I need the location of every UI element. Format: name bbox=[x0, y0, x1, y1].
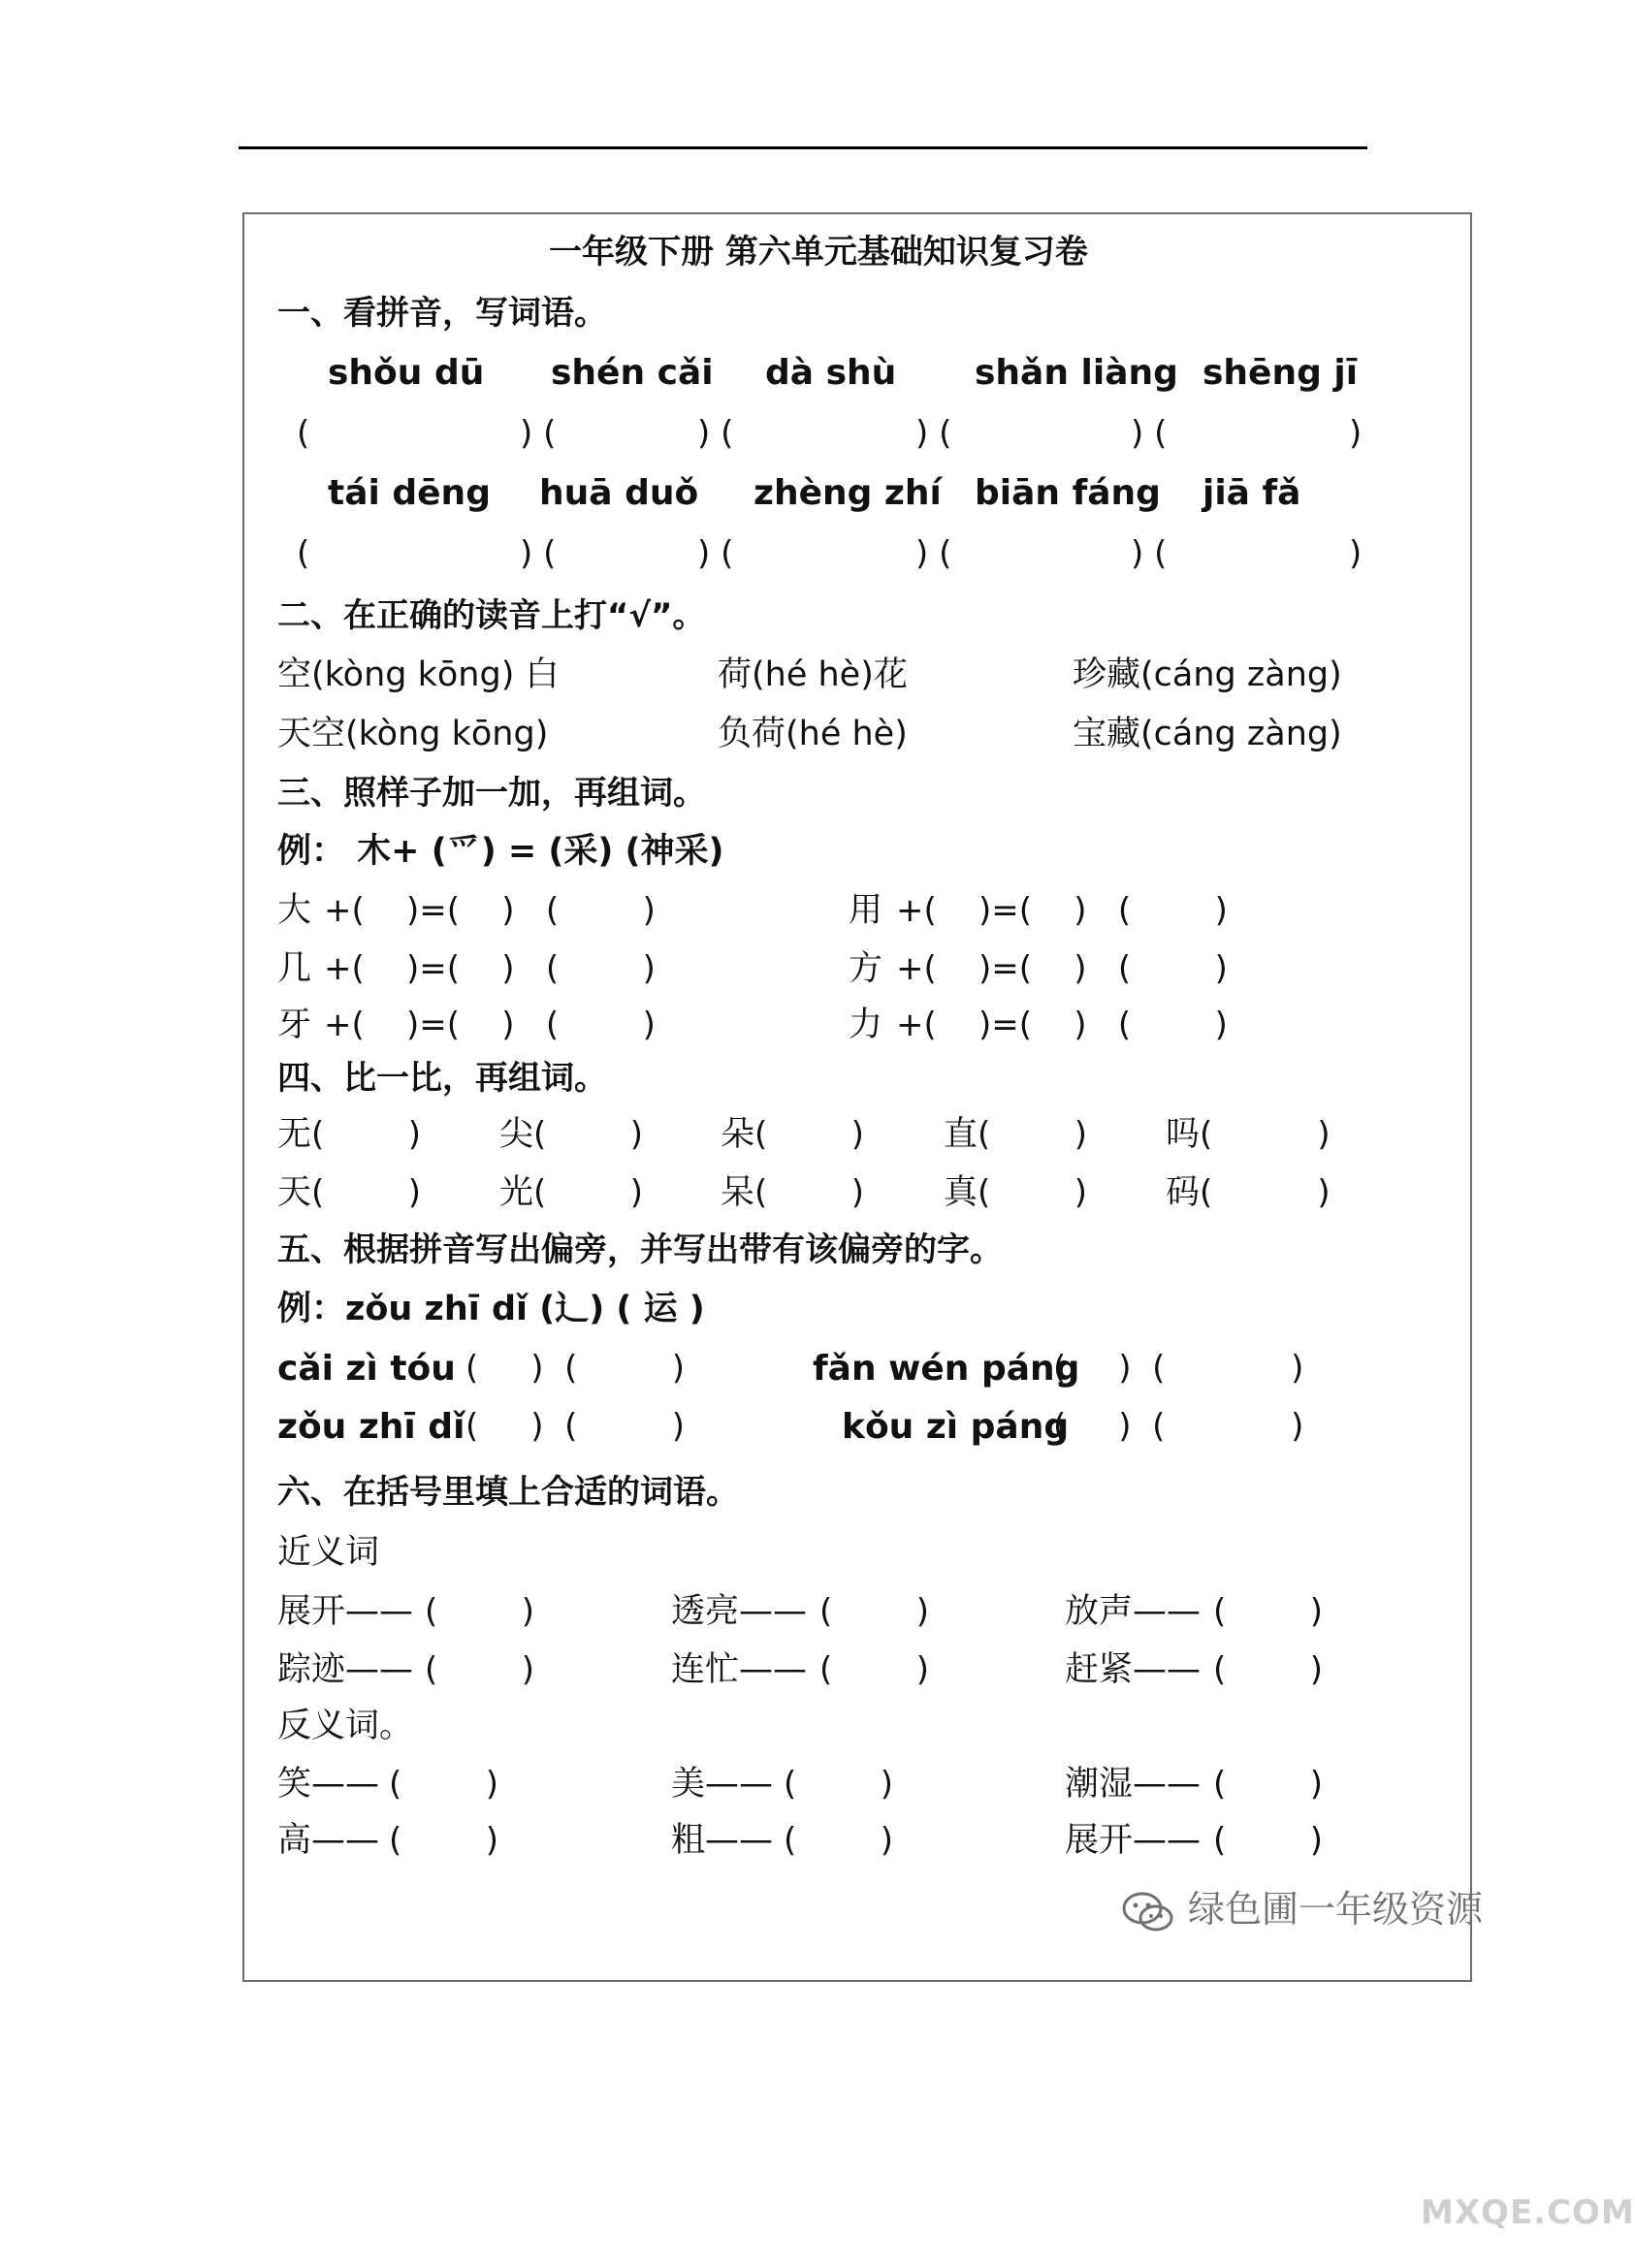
answer-blank[interactable]: ) ( bbox=[520, 414, 557, 453]
antonym-item: 粗—— bbox=[671, 1821, 774, 1860]
word-blank[interactable]: ( ) bbox=[533, 1173, 643, 1212]
antonym-blank[interactable]: ( ) bbox=[784, 1765, 893, 1804]
word-blank[interactable]: ( ) bbox=[311, 1173, 421, 1212]
antonym-item: 笑—— bbox=[277, 1765, 380, 1804]
radical-blanks[interactable]: ( ) ( ) bbox=[465, 1407, 685, 1446]
word-blank[interactable]: ( ) bbox=[533, 1115, 643, 1154]
compare-char: 无 bbox=[277, 1115, 312, 1154]
section-4-heading: 四、比一比，再组词。 bbox=[277, 1059, 607, 1098]
compare-char: 直 bbox=[944, 1115, 978, 1154]
wechat-icon bbox=[1119, 1889, 1177, 1940]
watermark-text: MXQE.COM bbox=[1421, 2193, 1635, 2232]
compare-char: 尖 bbox=[499, 1115, 534, 1154]
word-blank[interactable]: ( ) bbox=[1200, 1173, 1330, 1212]
synonym-blank[interactable]: ( ) bbox=[425, 1650, 534, 1689]
example-line: 例： 木+ (爫) = (采) (神采) bbox=[277, 832, 724, 871]
pinyin-item: huā duǒ bbox=[539, 473, 699, 513]
radical-pinyin: fǎn wén páng bbox=[813, 1349, 1080, 1389]
word-blank[interactable]: ( ) bbox=[311, 1115, 421, 1154]
answer-blank[interactable]: ) ( bbox=[915, 414, 952, 453]
word-blank[interactable]: ( ) bbox=[978, 1173, 1087, 1212]
pinyin-item: biān fáng bbox=[975, 473, 1161, 513]
compare-char: 天 bbox=[277, 1173, 312, 1212]
brand-logo-text: 绿色圃一年级资源 bbox=[1188, 1888, 1484, 1931]
add-blanks[interactable]: +( )=( ) ( ) bbox=[324, 891, 656, 930]
word-blank[interactable]: ( ) bbox=[978, 1115, 1087, 1154]
add-blanks[interactable]: +( )=( ) ( ) bbox=[896, 1006, 1228, 1044]
pinyin-item: shēng jī bbox=[1202, 353, 1359, 393]
synonym-blank[interactable]: ( ) bbox=[1213, 1592, 1323, 1631]
base-char: 几 bbox=[277, 949, 312, 988]
answer-blank[interactable]: ( bbox=[297, 414, 310, 453]
page-title: 一年级下册 第六单元基础知识复习卷 bbox=[549, 233, 1088, 272]
pinyin-item: shǒu dū bbox=[328, 353, 485, 393]
pinyin-item: tái dēng bbox=[328, 473, 491, 513]
pinyin-item: shén cǎi bbox=[551, 353, 714, 393]
antonym-item: 美—— bbox=[671, 1765, 774, 1804]
pinyin-item: shǎn liàng bbox=[975, 353, 1178, 393]
compare-char: 码 bbox=[1166, 1173, 1201, 1212]
base-char: 力 bbox=[849, 1006, 883, 1044]
synonym-item: 踪迹—— bbox=[277, 1650, 414, 1689]
synonym-blank[interactable]: ( ) bbox=[425, 1592, 534, 1631]
radical-pinyin: kǒu zì páng bbox=[842, 1407, 1070, 1447]
antonym-blank[interactable]: ( ) bbox=[1213, 1765, 1323, 1804]
synonym-blank[interactable]: ( ) bbox=[819, 1650, 929, 1689]
word-blank[interactable]: ( ) bbox=[754, 1115, 864, 1154]
radical-blanks[interactable]: ( ) ( ) bbox=[1053, 1349, 1304, 1388]
header-rule bbox=[239, 146, 1367, 149]
word-blank[interactable]: ( ) bbox=[1200, 1115, 1330, 1154]
radical-pinyin: cǎi zì tóu bbox=[277, 1349, 456, 1389]
pinyin-item: jiā fǎ bbox=[1202, 473, 1301, 513]
synonym-item: 赶紧—— bbox=[1065, 1650, 1202, 1689]
reading-choice[interactable]: 宝藏(cáng zàng) bbox=[1073, 715, 1342, 753]
pinyin-item: dà shù bbox=[765, 353, 897, 393]
synonym-item: 连忙—— bbox=[671, 1650, 808, 1689]
section-2-heading: 二、在正确的读音上打“√”。 bbox=[277, 596, 706, 635]
section-6-heading: 六、在括号里填上合适的词语。 bbox=[277, 1473, 739, 1512]
radical-blanks[interactable]: ( ) ( ) bbox=[1053, 1407, 1304, 1446]
compare-char: 光 bbox=[499, 1173, 534, 1212]
antonym-item: 潮湿—— bbox=[1065, 1765, 1202, 1804]
base-char: 牙 bbox=[277, 1006, 312, 1044]
add-blanks[interactable]: +( )=( ) ( ) bbox=[896, 949, 1228, 988]
reading-choice[interactable]: 空(kòng kōng) 白 bbox=[277, 655, 560, 694]
answer-blank[interactable]: ) ( bbox=[697, 534, 734, 573]
pinyin-item: zhèng zhí bbox=[753, 473, 942, 513]
compare-char: 真 bbox=[944, 1173, 978, 1212]
antonym-blank[interactable]: ( ) bbox=[1213, 1821, 1323, 1860]
synonyms-label: 近义词 bbox=[277, 1533, 380, 1572]
base-char: 方 bbox=[849, 949, 883, 988]
section-3-heading: 三、照样子加一加，再组词。 bbox=[277, 774, 706, 813]
synonym-item: 展开—— bbox=[277, 1592, 414, 1631]
reading-choice[interactable]: 负荷(hé hè) bbox=[718, 715, 908, 753]
answer-blank[interactable]: ( bbox=[297, 534, 310, 573]
answer-blank[interactable]: ) ( bbox=[1131, 534, 1168, 573]
answer-blank[interactable]: ) ( bbox=[915, 534, 952, 573]
radical-blanks[interactable]: ( ) ( ) bbox=[465, 1349, 685, 1388]
answer-blank[interactable]: ) ( bbox=[520, 534, 557, 573]
compare-char: 吗 bbox=[1166, 1115, 1201, 1154]
antonym-item: 高—— bbox=[277, 1821, 380, 1860]
antonym-blank[interactable]: ( ) bbox=[784, 1821, 893, 1860]
answer-blank[interactable]: ) bbox=[1349, 534, 1362, 573]
reading-choice[interactable]: 天空(kòng kōng) bbox=[277, 715, 549, 753]
compare-char: 朵 bbox=[721, 1115, 755, 1154]
add-blanks[interactable]: +( )=( ) ( ) bbox=[324, 1006, 656, 1044]
word-blank[interactable]: ( ) bbox=[754, 1173, 864, 1212]
section-5-heading: 五、根据拼音写出偏旁，并写出带有该偏旁的字。 bbox=[277, 1230, 1003, 1269]
base-char: 大 bbox=[277, 891, 312, 930]
example-line: 例：zǒu zhī dǐ (辶) ( 运 ) bbox=[277, 1290, 705, 1328]
antonym-blank[interactable]: ( ) bbox=[389, 1821, 498, 1860]
synonym-item: 透亮—— bbox=[671, 1592, 808, 1631]
section-1-heading: 一、看拼音，写词语。 bbox=[277, 294, 607, 333]
add-blanks[interactable]: +( )=( ) ( ) bbox=[324, 949, 656, 988]
base-char: 用 bbox=[849, 891, 883, 930]
antonyms-label: 反义词。 bbox=[277, 1707, 414, 1745]
answer-blank[interactable]: ) bbox=[1349, 414, 1362, 453]
reading-choice[interactable]: 珍藏(cáng zàng) bbox=[1073, 655, 1342, 694]
synonym-blank[interactable]: ( ) bbox=[819, 1592, 929, 1631]
compare-char: 呆 bbox=[721, 1173, 755, 1212]
synonym-blank[interactable]: ( ) bbox=[1213, 1650, 1323, 1689]
answer-blank[interactable]: ) ( bbox=[1131, 414, 1168, 453]
antonym-blank[interactable]: ( ) bbox=[389, 1765, 498, 1804]
synonym-item: 放声—— bbox=[1065, 1592, 1202, 1631]
antonym-item: 展开—— bbox=[1065, 1821, 1202, 1860]
radical-pinyin: zǒu zhī dǐ bbox=[277, 1407, 465, 1447]
answer-blank[interactable]: ) ( bbox=[697, 414, 734, 453]
reading-choice[interactable]: 荷(hé hè)花 bbox=[718, 655, 908, 694]
add-blanks[interactable]: +( )=( ) ( ) bbox=[896, 891, 1228, 930]
